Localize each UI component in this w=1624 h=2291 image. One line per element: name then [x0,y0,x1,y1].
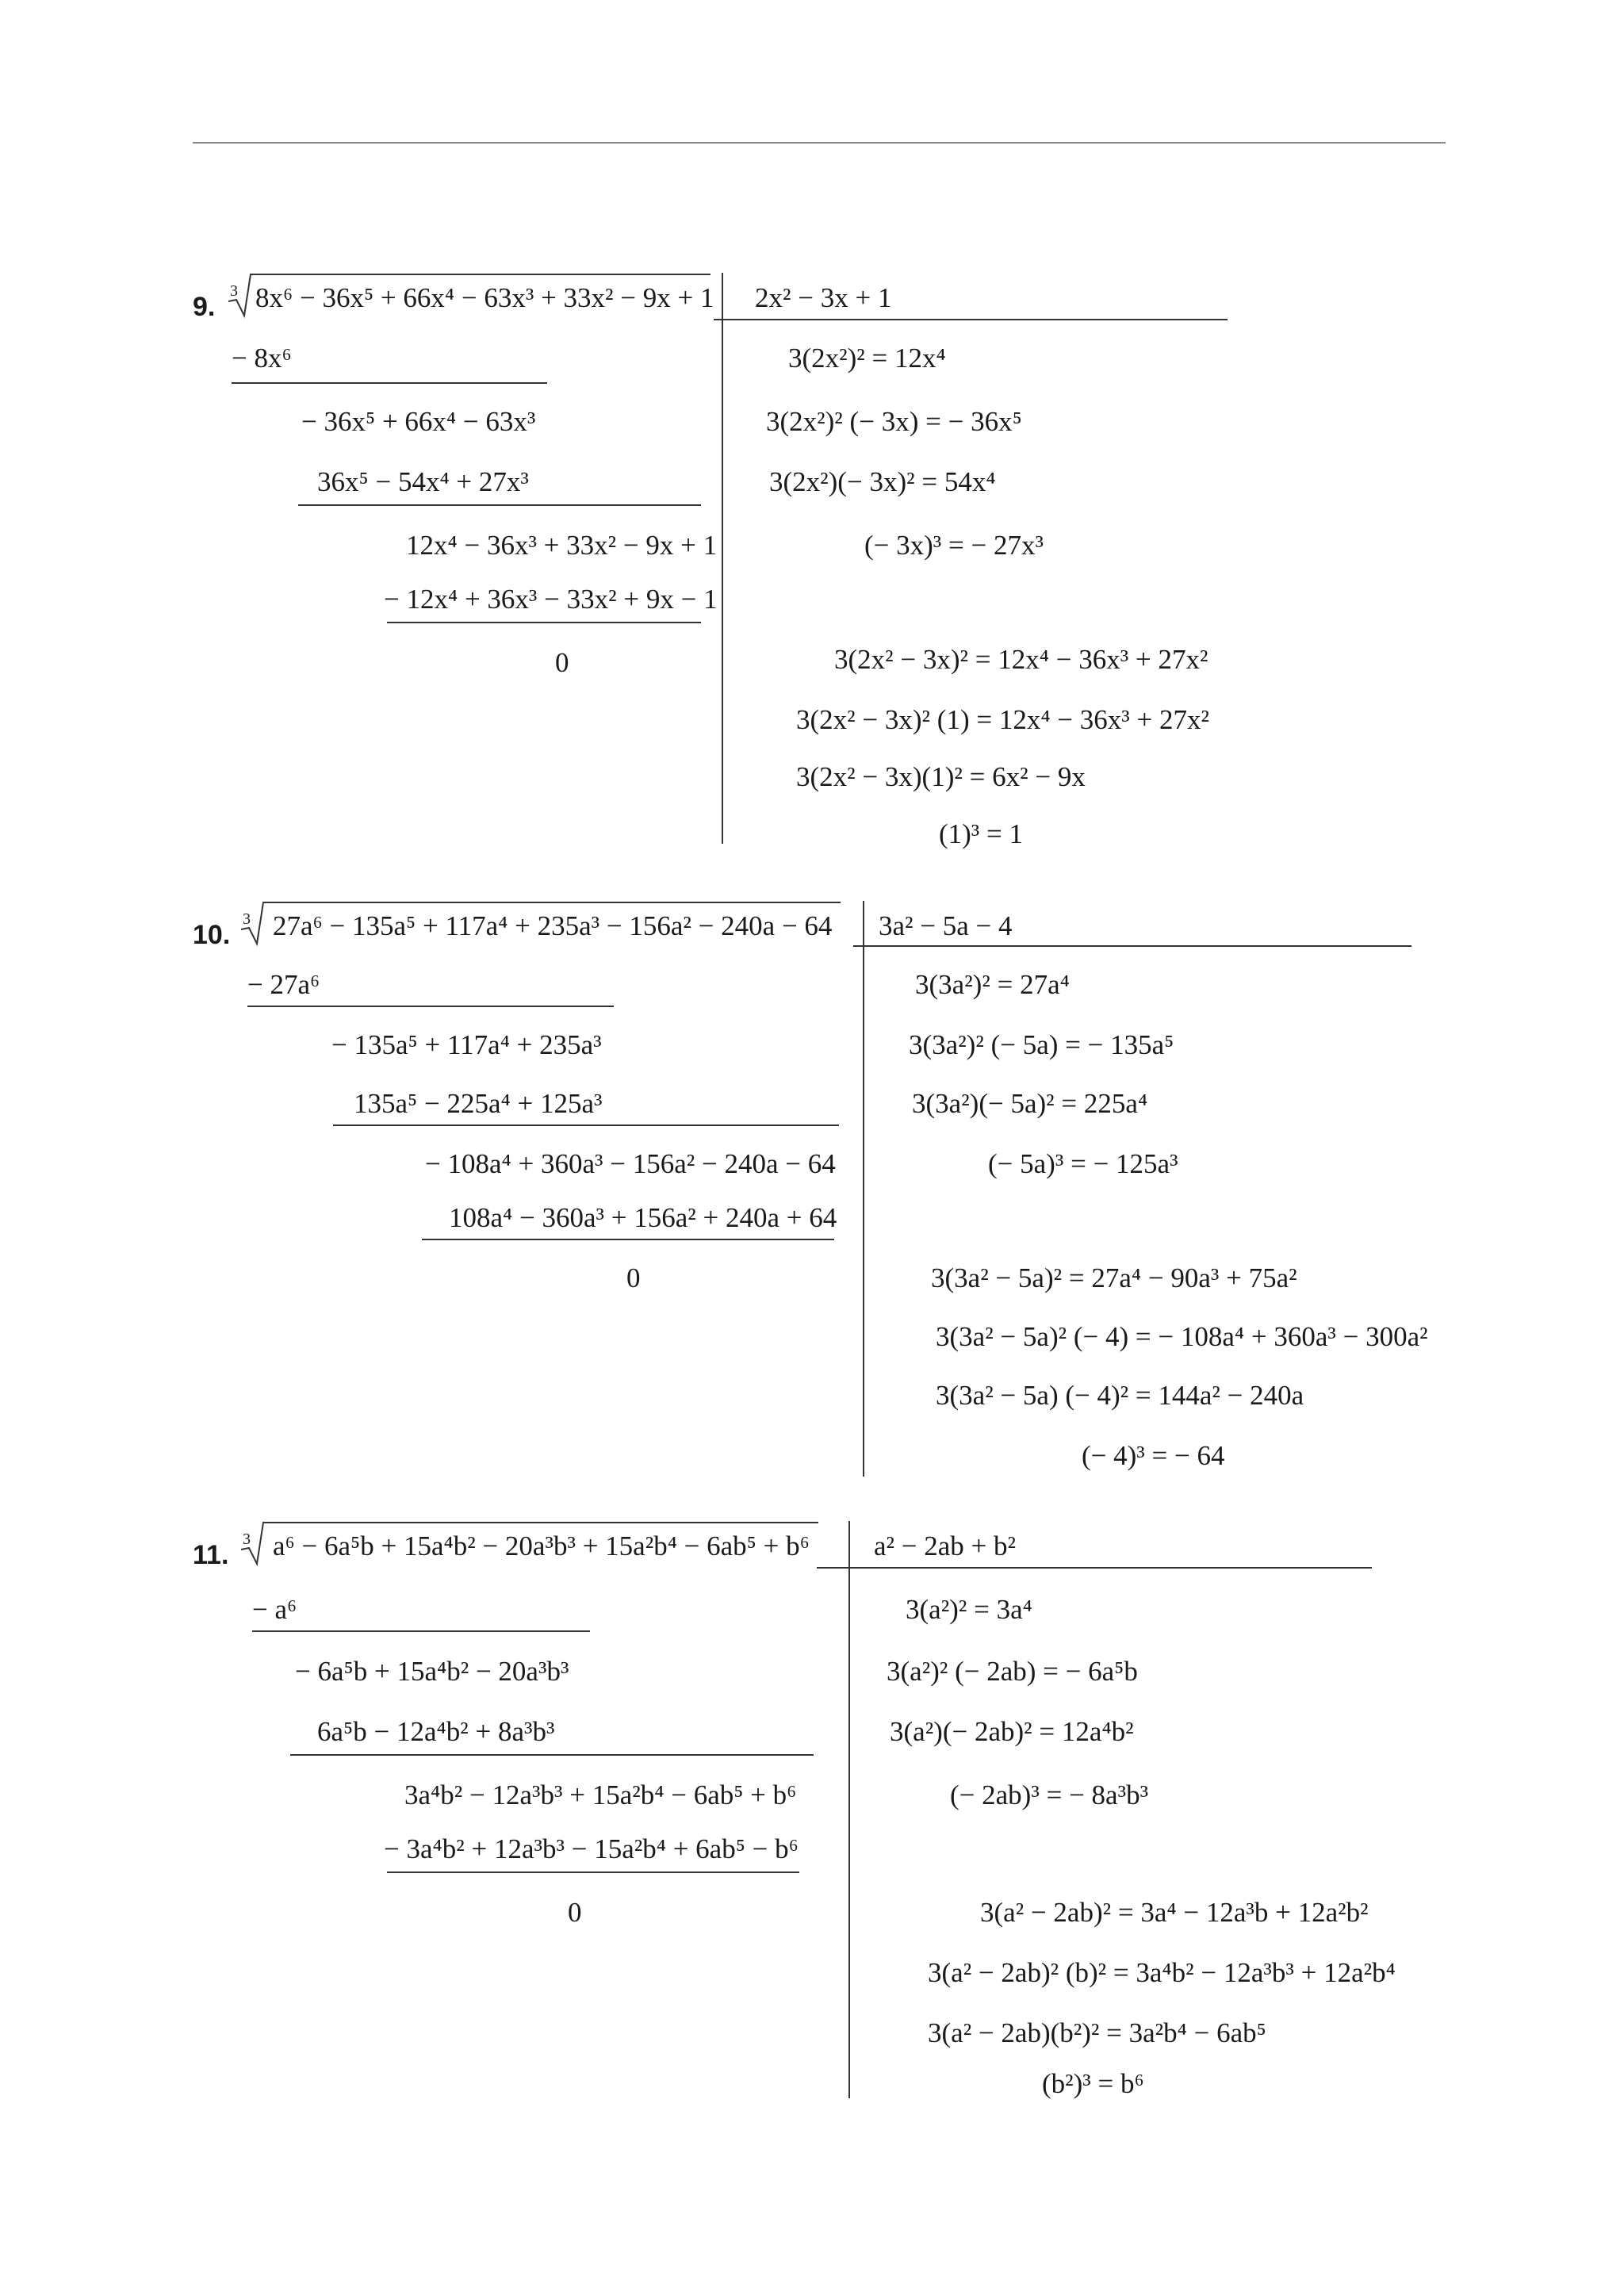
result: 3a² − 5a − 4 [879,910,1013,941]
right-step: 3(3a² − 5a)² (− 4) = − 108a⁴ + 360a³ − 300a² [936,1321,1428,1352]
right-step: 3(a²)² (− 2ab) = − 6a⁵b [887,1656,1138,1687]
right-step: 3(2x² − 3x)² = 12x⁴ − 36x³ + 27x² [834,644,1208,675]
left-step: 0 [568,1897,582,1928]
problem-number: 10. [193,920,231,950]
divider-vertical [722,273,723,844]
left-step: − 6a⁵b + 15a⁴b² − 20a³b³ [295,1656,569,1687]
radicand: 8x⁶ − 36x⁵ + 66x⁴ − 63x³ + 33x² − 9x + 1 [255,282,714,313]
right-step: 3(a² − 2ab)² = 3a⁴ − 12a³b + 12a²b² [980,1897,1369,1928]
page-top-rule [193,142,1446,144]
step-rule [422,1239,834,1240]
result-underline [714,319,1228,320]
left-step: − 27a⁶ [247,969,320,1000]
right-step: (− 5a)³ = − 125a³ [988,1148,1178,1179]
right-step: 3(3a² − 5a)² = 27a⁴ − 90a³ + 75a² [931,1262,1297,1293]
root-index: 3 [243,1531,251,1548]
right-step: (− 4)³ = − 64 [1082,1440,1225,1471]
left-step: − 3a⁴b² + 12a³b³ − 15a²b⁴ + 6ab⁵ − b⁶ [384,1833,799,1864]
right-step: 3(a²)² = 3a⁴ [906,1594,1032,1625]
left-step: − 36x⁵ + 66x⁴ − 63x³ [301,406,536,437]
step-rule [290,1754,814,1756]
right-step: 3(3a²)² = 27a⁴ [915,969,1070,1000]
right-step: 3(2x² − 3x)(1)² = 6x² − 9x [796,761,1086,792]
right-step: 3(2x²)² (− 3x) = − 36x⁵ [766,406,1022,437]
root-index: 3 [243,910,251,928]
right-step: (− 3x)³ = − 27x³ [864,530,1044,561]
step-rule [387,1871,799,1873]
right-step: 3(2x²)(− 3x)² = 54x⁴ [769,466,996,497]
right-step: 3(3a²)(− 5a)² = 225a⁴ [912,1088,1148,1119]
result: 2x² − 3x + 1 [755,282,892,313]
right-step: 3(a² − 2ab)(b²)² = 3a²b⁴ − 6ab⁵ [928,2017,1266,2048]
left-step: − a⁶ [252,1594,297,1625]
left-step: 6a⁵b − 12a⁴b² + 8a³b³ [317,1716,555,1747]
result: a² − 2ab + b² [874,1531,1017,1561]
step-rule [333,1124,839,1126]
left-step: 3a⁴b² − 12a³b³ + 15a²b⁴ − 6ab⁵ + b⁶ [404,1780,797,1810]
result-underline [853,945,1411,947]
radicand: 27a⁶ − 135a⁵ + 117a⁴ + 235a³ − 156a² − 240a − 64 [273,910,833,941]
right-step: 3(a²)(− 2ab)² = 12a⁴b² [890,1716,1134,1747]
left-step: − 12x⁴ + 36x³ − 33x² + 9x − 1 [384,584,718,615]
left-step: 36x⁵ − 54x⁴ + 27x³ [317,466,529,497]
right-step: 3(3a²)² (− 5a) = − 135a⁵ [909,1029,1174,1060]
step-rule [247,1006,614,1007]
right-step: (b²)³ = b⁶ [1042,2068,1144,2099]
right-step: (− 2ab)³ = − 8a³b³ [950,1780,1149,1810]
radicand: a⁶ − 6a⁵b + 15a⁴b² − 20a³b³ + 15a²b⁴ − 6ab⁵ + b⁶ [273,1531,810,1561]
left-step: 0 [626,1262,641,1293]
problem-number: 11. [193,1540,229,1570]
left-step: − 135a⁵ + 117a⁴ + 235a³ [331,1029,602,1060]
root-index: 3 [230,282,238,300]
left-step: 108a⁴ − 360a³ + 156a² + 240a + 64 [449,1202,837,1233]
left-step: − 8x⁶ [232,343,292,374]
right-step: 3(a² − 2ab)² (b)² = 3a⁴b² − 12a³b³ + 12a²b⁴ [928,1957,1396,1988]
right-step: (1)³ = 1 [939,818,1024,849]
step-rule [252,1630,590,1632]
result-underline [817,1567,1372,1569]
step-rule [387,622,701,623]
left-step: 135a⁵ − 225a⁴ + 125a³ [354,1088,603,1119]
right-step: 3(3a² − 5a) (− 4)² = 144a² − 240a [936,1380,1304,1411]
step-rule [298,504,701,506]
divider-vertical [863,901,864,1477]
divider-vertical [848,1521,850,2098]
left-step: − 108a⁴ + 360a³ − 156a² − 240a − 64 [425,1148,836,1179]
step-rule [232,382,547,384]
left-step: 0 [555,647,569,678]
right-step: 3(2x²)² = 12x⁴ [788,343,946,374]
left-step: 12x⁴ − 36x³ + 33x² − 9x + 1 [406,530,718,561]
right-step: 3(2x² − 3x)² (1) = 12x⁴ − 36x³ + 27x² [796,704,1210,735]
problem-number: 9. [193,292,216,322]
